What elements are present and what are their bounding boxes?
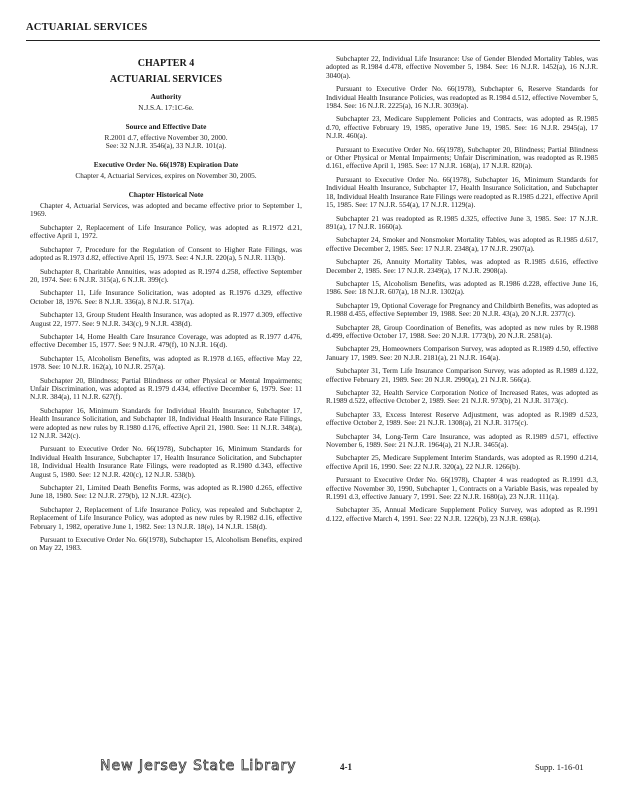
history-paragraph: Chapter 4, Actuarial Services, was adopted and became effective prior to September 1, 1969.	[30, 201, 302, 219]
history-paragraph: Subchapter 26, Annuity Mortality Tables, was adopted as R.1985 d.616, effective December 2, 1985. See: 17 N.J.R. 2349(a), 17 N.J.R. 2908(a).	[326, 257, 598, 275]
history-paragraph: Pursuant to Executive Order No. 66(1978), Subchapter 16, Minimum Standards for Individual Health Insurance, Subchapter 17, Health Insurance Solicitation, and Subchapter 18, Individual Health Insurance Rate Filings were readopted as R.1985 d.221, effective April 15, 1985. See: 17 N.J.R. 554(a), 17 N.J.R. 1129(a).	[326, 174, 598, 210]
history-paragraph: Pursuant to Executive Order No. 66(1978), Subchapter 16, Minimum Standards for Individual Health Insurance, Subchapter 17, Health Insurance Solicitation, and Subchapter 18, Individual Health Insurance Rate Filings, were readopted as R.1980 d.343, effective August 5, 1980. See: 12 N.J.R. 420(c), 12 N.J.R. 538(b).	[30, 444, 302, 479]
running-head: ACTUARIAL SERVICES	[26, 22, 148, 33]
history-paragraph: Subchapter 24, Smoker and Nonsmoker Mortality Tables, was adopted as R.1985 d.617, effective December 2, 1985. See: 17 N.J.R. 2348(a), 17 N.J.R. 2907(a).	[326, 235, 598, 253]
authority-heading: Authority	[150, 91, 182, 101]
eo-text: Chapter 4, Actuarial Services, expires on November 30, 2005.	[75, 171, 257, 181]
source-text-2: See: 32 N.J.R. 3546(a), 33 N.J.R. 101(a).	[105, 141, 227, 151]
chapter-number: CHAPTER 4	[137, 58, 195, 69]
history-paragraph: Pursuant to Executive Order No. 66(1978), Subchapter 15, Alcoholism Benefits, expired on May 22, 1983.	[30, 535, 302, 553]
history-paragraph: Subchapter 21 was readopted as R.1985 d.325, effective June 3, 1985. See: 17 N.J.R. 891(a), 17 N.J.R. 1660(a).	[326, 213, 598, 231]
history-paragraph: Subchapter 19, Optional Coverage for Pregnancy and Childbirth Benefits, was adopted as R.1988 d.455, effective September 19, 1988. See: 20 N.J.R. 43(a), 20 N.J.R. 2377(c).	[326, 300, 599, 319]
history-paragraph: Subchapter 11, Life Insurance Solicitation, was adopted as R.1976 d.329, effective October 18, 1976. See: 8 N.J.R. 336(a), 8 N.J.R. 517(a).	[30, 288, 302, 306]
history-paragraph: Subchapter 34, Long-Term Care Insurance, was adopted as R.1989 d.571, effective November 6, 1989. See: 21 N.J.R. 1964(a), 21 N.J.R. 3465(a).	[326, 431, 598, 450]
left-column	[30, 60, 302, 558]
history-paragraph: Subchapter 33, Excess Interest Reserve Adjustment, was adopted as R.1989 d.523, effective October 2, 1989. See: 21 N.J.R. 1308(a), 21 N.J.R. 3175(c).	[326, 409, 598, 428]
history-paragraph: Subchapter 7, Procedure for the Regulation of Consent to Higher Rate Filings, was adopted as R.1973 d.82, effective April 15, 1973. See: 4 N.J.R. 220(a), 5 N.J.R. 113(b).	[30, 244, 302, 263]
history-paragraph: Subchapter 22, Individual Life Insurance: Use of Gender Blended Mortality Tables, was adopted as R.1984 d.478, effective November 5, 1984. See: 16 N.J.R. 1452(a), 16 N.J.R. 3040(a).	[326, 54, 598, 80]
source-text-1: R.2001 d.7, effective November 30, 2000.	[104, 133, 228, 143]
history-paragraph: Subchapter 13, Group Student Health Insurance, was adopted as R.1977 d.309, effective August 22, 1977. See: 9 N.J.R. 343(c), 9 N.J.R. 438(d).	[30, 310, 302, 328]
history-paragraph: Subchapter 25, Medicare Supplement Interim Standards, was adopted as R.1990 d.214, effective April 16, 1990. See: 22 N.J.R. 320(a), 22 N.J.R. 1266(b).	[326, 453, 598, 471]
history-heading: Chapter Historical Note	[128, 189, 204, 199]
history-paragraph: Subchapter 29, Homeowners Comparison Survey, was adopted as R.1989 d.50, effective January 17, 1989. See: 20 N.J.R. 2181(a), 21 N.J.R. 164(a).	[326, 344, 598, 362]
history-paragraph: Subchapter 8, Charitable Annuities, was adopted as R.1974 d.258, effective September 20, 1974. See: 6 N.J.R. 315(a), 6 N.J.R. 399(c).	[30, 266, 302, 284]
page-number: 4-1	[340, 762, 352, 772]
supplement-date: Supp. 1-16-01	[535, 762, 584, 772]
chapter-title: ACTUARIAL SERVICES	[109, 74, 223, 86]
history-paragraph: Pursuant to Executive Order No. 66(1978), Chapter 4 was readopted as R.1991 d.3, effective November 30, 1990, Subchapter 1, Contracts on a Variable Basis, was repealed by R.1991 d.3, effective January 7, 1991. See: 22 N.J.R. 1680(a), 23 N.J.R. 111(a).	[326, 475, 598, 502]
history-paragraph: Subchapter 21, Limited Death Benefits Forms, was adopted as R.1980 d.265, effective June 18, 1980. See: 12 N.J.R. 279(b), 12 N.J.R. 423(c).	[30, 483, 302, 501]
history-paragraph: Subchapter 20, Blindness; Partial Blindness or other Physical or Mental Impairments; Unfair Discrimination, was adopted as R.1979 d.434, effective December 6, 1979. See: 11 N.J.R. 384(a), 11 N.J.R. 627(f).	[30, 375, 302, 402]
header-rule	[26, 40, 600, 41]
history-paragraph: Pursuant to Executive Order No. 66(1978), Subchapter 6, Reserve Standards for Individual Health Insurance Policies, was readopted as R.1984 d.512, effective November 5, 1984. See: 16 N.J.R. 2225(a), 16 N.J.R. 3039(a).	[326, 84, 598, 111]
history-paragraph: Subchapter 35, Annual Medicare Supplement Policy Survey, was adopted as R.1991 d.122, effective March 4, 1991. See: 22 N.J.R. 1226(b), 23 N.J.R. 698(a).	[326, 505, 598, 523]
history-paragraph: Subchapter 2, Replacement of Life Insurance Policy, was repealed and Subchapter 2, Replacement of Life Insurance Policy, was adopted as new rules by R.1982 d.16, effective February 1, 1982, operative June 1, 1982. See: 13 N.J.R. 18(e), 14 N.J.R. 158(d).	[30, 504, 302, 531]
authority-text: N.J.S.A. 17:1C-6e.	[138, 103, 194, 113]
right-column	[326, 55, 598, 528]
history-paragraph: Subchapter 16, Minimum Standards for Individual Health Insurance, Subchapter 17, Health Insurance Solicitation, and Subchapter 18, Individual Health Insurance Rate Filings, were adopted as new rules by R.1980 d.176, effective April 21, 1980. See: 11 N.J.R. 348(a), 12 N.J.R. 342(c).	[30, 405, 302, 440]
eo-heading: Executive Order No. 66(1978) Expiration Date	[93, 159, 239, 169]
history-paragraph: Subchapter 32, Health Service Corporation Notice of Increased Rates, was adopted as R.1989 d.522, effective October 2, 1989. See: 21 N.J.R. 973(b), 21 N.J.R. 3173(c).	[326, 388, 598, 406]
history-paragraph: Subchapter 15, Alcoholism Benefits, was adopted as R.1986 d.228, effective June 16, 1986. See: 18 N.J.R. 607(a), 18 N.J.R. 1302(a).	[326, 278, 598, 297]
history-paragraph: Subchapter 15, Alcoholism Benefits, was adopted as R.1978 d.165, effective May 22, 1978. See: 10 N.J.R. 162(a), 10 N.J.R. 257(a).	[30, 353, 302, 372]
history-paragraph: Pursuant to Executive Order No. 66(1978), Subchapter 20, Blindness; Partial Blindness or Other Physical or Mental Impairments; Unfair Discrimination, was readopted as R.1985 d.161, effective April 1, 1985. See: 17 N.J.R. 168(a), 17 N.J.R. 820(a).	[326, 144, 598, 171]
history-paragraph: Subchapter 28, Group Coordination of Benefits, was adopted as new rules by R.1988 d.499, effective October 17, 1988. See: 20 N.J.R. 1773(b), 20 N.J.R. 2581(a).	[326, 322, 598, 340]
history-paragraph: Subchapter 14, Home Health Care Insurance Coverage, was adopted as R.1977 d.476, effective December 15, 1977. See: 9 N.J.R. 479(f), 10 N.J.R. 16(d).	[30, 331, 302, 350]
history-paragraph: Subchapter 23, Medicare Supplement Policies and Contracts, was adopted as R.1985 d.70, effective February 19, 1985, operative June 19, 1985. See: 16 N.J.R. 2945(a), 17 N.J.R. 460(a).	[326, 114, 598, 141]
library-watermark: New Jersey State Library	[100, 758, 297, 774]
source-heading: Source and Effective Date	[125, 121, 207, 131]
history-paragraph: Subchapter 2, Replacement of Life Insurance Policy, was adopted as R.1972 d.21, effective April 1, 1972.	[30, 222, 302, 241]
history-paragraph: Subchapter 31, Term Life Insurance Comparison Survey, was adopted as R.1989 d.122, effective February 21, 1989. See: 20 N.J.R. 2990(a), 21 N.J.R. 566(a).	[326, 366, 598, 384]
